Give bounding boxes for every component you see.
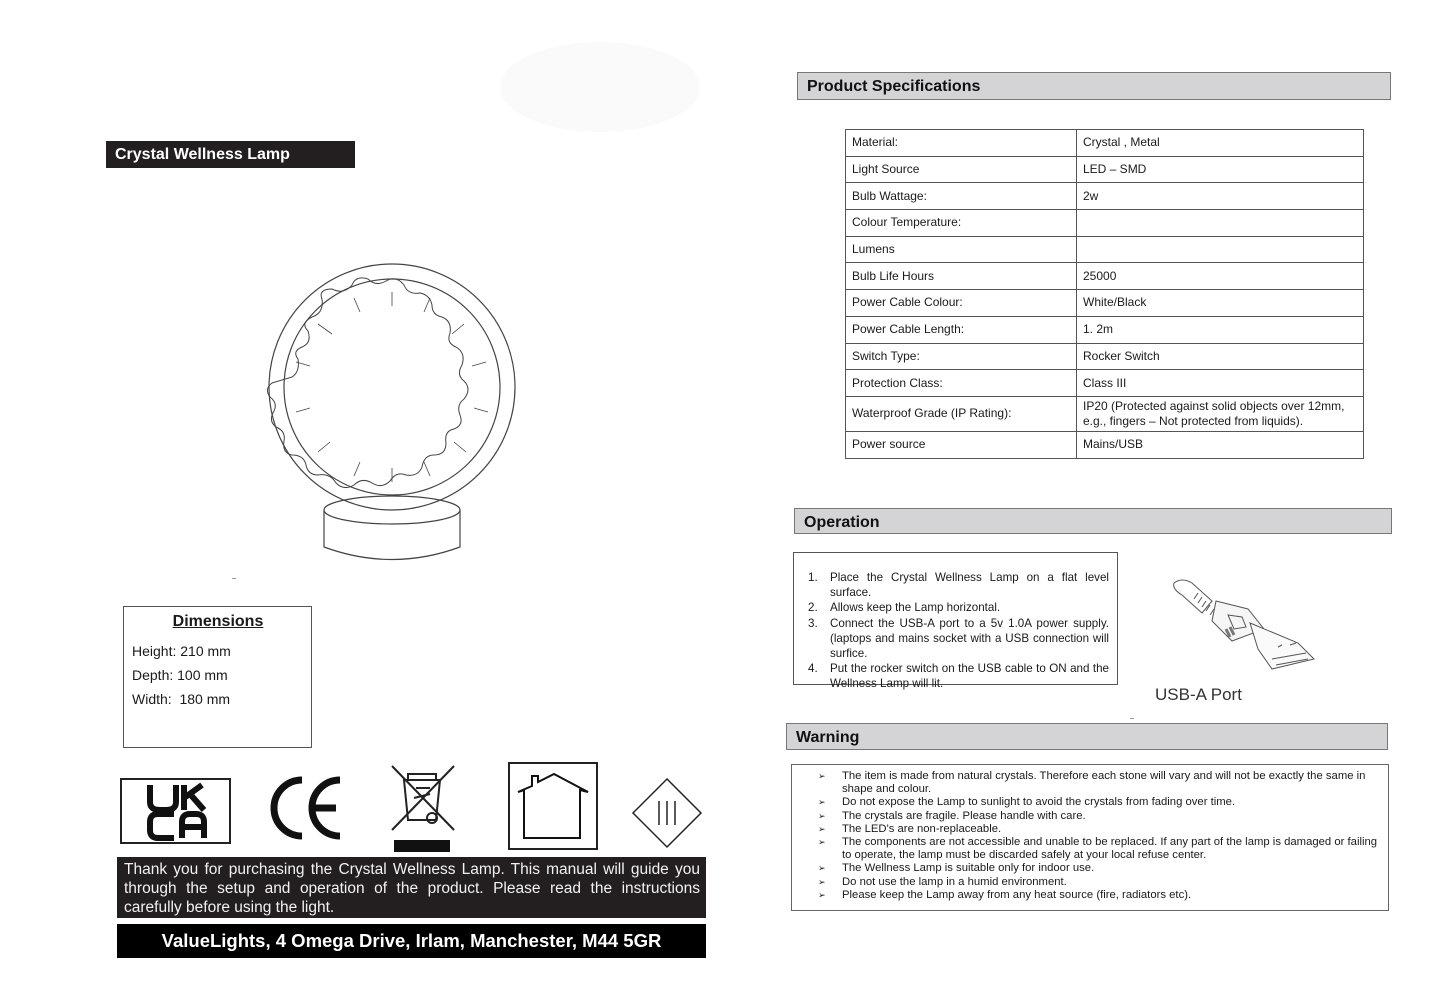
operation-heading: Operation xyxy=(794,508,1392,534)
spec-row xyxy=(846,343,1364,370)
step-text: Connect the USB-A port to a 5v 1.0A power supply. (laptops and mains socket with a USB connection will surfice. xyxy=(830,616,1109,661)
weee-crossed-bin-icon xyxy=(386,764,458,856)
warning-item xyxy=(818,823,1380,836)
spec-label: Colour Temperature: xyxy=(846,210,1077,237)
spec-row xyxy=(846,431,1364,458)
warning-text: The Wellness Lamp is suitable only for indoor use. xyxy=(842,862,1095,875)
dimension-width: Width: 180 mm xyxy=(132,691,231,707)
step-number: 2. xyxy=(808,601,818,615)
operation-step xyxy=(808,600,1109,615)
arrow-bullet-icon: ➢ xyxy=(818,797,826,808)
spec-value: White/Black xyxy=(1077,290,1364,317)
warning-item xyxy=(818,862,1380,875)
step-number: 4. xyxy=(808,662,818,676)
spec-label: Bulb Life Hours xyxy=(846,263,1077,290)
arrow-bullet-icon: ➢ xyxy=(818,823,826,834)
arrow-bullet-icon: ➢ xyxy=(818,810,826,821)
step-text: Allows keep the Lamp horizontal. xyxy=(830,601,1001,615)
lamp-base-body xyxy=(324,510,460,560)
usb-a-port-caption: USB-A Port xyxy=(1155,685,1242,704)
arrow-bullet-icon: ➢ xyxy=(818,837,826,848)
spec-value: 25000 xyxy=(1077,263,1364,290)
spec-label: Protection Class: xyxy=(846,370,1077,397)
warning-heading: Warning xyxy=(786,723,1388,750)
spec-row xyxy=(846,263,1364,290)
dimension-depth: Depth: 100 mm xyxy=(132,667,228,683)
warning-text: The item is made from natural crystals. Therefore each stone will vary and will not be exactly the same in shape and colour. xyxy=(842,770,1366,796)
ukca-mark-icon xyxy=(120,778,231,844)
spec-label: Waterproof Grade (IP Rating): xyxy=(846,396,1077,431)
warning-text: Do not use the lamp in a humid environment. xyxy=(842,875,1067,888)
warning-text: The LED's are non-replaceable. xyxy=(842,822,1002,835)
step-text: Put the rocker switch on the USB cable to ON and the Wellness Lamp will lit. xyxy=(830,662,1109,691)
warning-item xyxy=(818,836,1380,862)
spec-value xyxy=(1077,236,1364,263)
operation-step xyxy=(808,570,1109,600)
spec-value xyxy=(1077,210,1364,237)
spec-row xyxy=(846,370,1364,397)
product-specifications-heading: Product Specifications xyxy=(797,72,1391,100)
step-number: 3. xyxy=(808,616,818,630)
spec-label: Power Cable Colour: xyxy=(846,290,1077,317)
specifications-table xyxy=(845,129,1364,459)
spec-label: Material: xyxy=(846,130,1077,157)
spec-value: Class III xyxy=(1077,370,1364,397)
spec-row xyxy=(846,156,1364,183)
warnings-box xyxy=(791,764,1389,911)
spec-row xyxy=(846,396,1364,431)
arrow-bullet-icon: ➢ xyxy=(818,771,826,781)
warning-text: The crystals are fragile. Please handle with care. xyxy=(842,809,1086,822)
operation-step xyxy=(808,616,1109,662)
lamp-crystals xyxy=(267,278,468,488)
spec-value: IP20 (Protected against solid objects over 12mm, e.g., fingers – Not protected from liquids). xyxy=(1077,396,1364,431)
spec-value: Rocker Switch xyxy=(1077,343,1364,370)
operation-step xyxy=(808,661,1109,691)
arrow-bullet-icon: ➢ xyxy=(818,889,826,900)
arrow-bullet-icon: ➢ xyxy=(818,863,826,874)
spec-value: 2w xyxy=(1077,183,1364,210)
indoor-use-house-icon xyxy=(508,762,598,850)
dimensions-box xyxy=(123,606,312,748)
stray-mark xyxy=(232,578,236,579)
arrow-bullet-icon: ➢ xyxy=(818,876,826,887)
spec-label: Power Cable Length: xyxy=(846,316,1077,343)
spec-row xyxy=(846,130,1364,157)
spec-value: Crystal , Metal xyxy=(1077,130,1364,157)
intro-text: Thank you for purchasing the Crystal Wellness Lamp. This manual will guide you through the setup and operation of the product. Please read the instructions carefully before using the light. xyxy=(117,857,706,918)
spec-label: Lumens xyxy=(846,236,1077,263)
step-text: Place the Crystal Wellness Lamp on a flat level surface. xyxy=(830,571,1109,600)
warning-text: Please keep the Lamp away from any heat source (fire, radiators etc). xyxy=(842,888,1192,901)
warning-item xyxy=(818,770,1380,796)
faint-background-smudge xyxy=(500,42,700,132)
spec-label: Switch Type: xyxy=(846,343,1077,370)
spec-row xyxy=(846,290,1364,317)
spec-row xyxy=(846,316,1364,343)
product-title: Crystal Wellness Lamp xyxy=(106,141,355,168)
warning-text: The components are not accessible and unable to be replaced. If any part of the lamp is damaged or failing to operate, the lamp must be discarded safely at your local refuse center. xyxy=(842,836,1378,862)
lamp-crystal-facets xyxy=(296,292,488,482)
dimensions-heading: Dimensions xyxy=(172,613,264,630)
step-number: 1. xyxy=(808,571,818,584)
spec-label: Power source xyxy=(846,431,1077,458)
spec-row xyxy=(846,210,1364,237)
warning-item xyxy=(818,796,1380,809)
operation-steps-box xyxy=(793,552,1118,691)
warning-item xyxy=(818,876,1380,889)
spec-label: Light Source xyxy=(846,156,1077,183)
spec-value: 1. 2m xyxy=(1077,316,1364,343)
warning-text: Do not expose the Lamp to sunlight to avoid the crystals from fading over time. xyxy=(842,796,1236,809)
spec-row xyxy=(846,183,1364,210)
ce-mark-icon xyxy=(268,776,344,840)
warning-item xyxy=(818,810,1380,823)
spec-value: Mains/USB xyxy=(1077,431,1364,458)
spec-value: LED – SMD xyxy=(1077,156,1364,183)
spec-row xyxy=(846,236,1364,263)
spec-label: Bulb Wattage: xyxy=(846,183,1077,210)
usb-a-plug-illustration xyxy=(1168,575,1320,675)
lamp-illustration xyxy=(262,262,527,572)
stray-mark xyxy=(1130,718,1134,719)
dimension-height: Height: 210 mm xyxy=(132,643,231,659)
company-address: ValueLights, 4 Omega Drive, Irlam, Manchester, M44 5GR xyxy=(117,924,706,958)
class-iii-diamond-icon xyxy=(631,777,703,849)
warning-item xyxy=(818,889,1380,902)
